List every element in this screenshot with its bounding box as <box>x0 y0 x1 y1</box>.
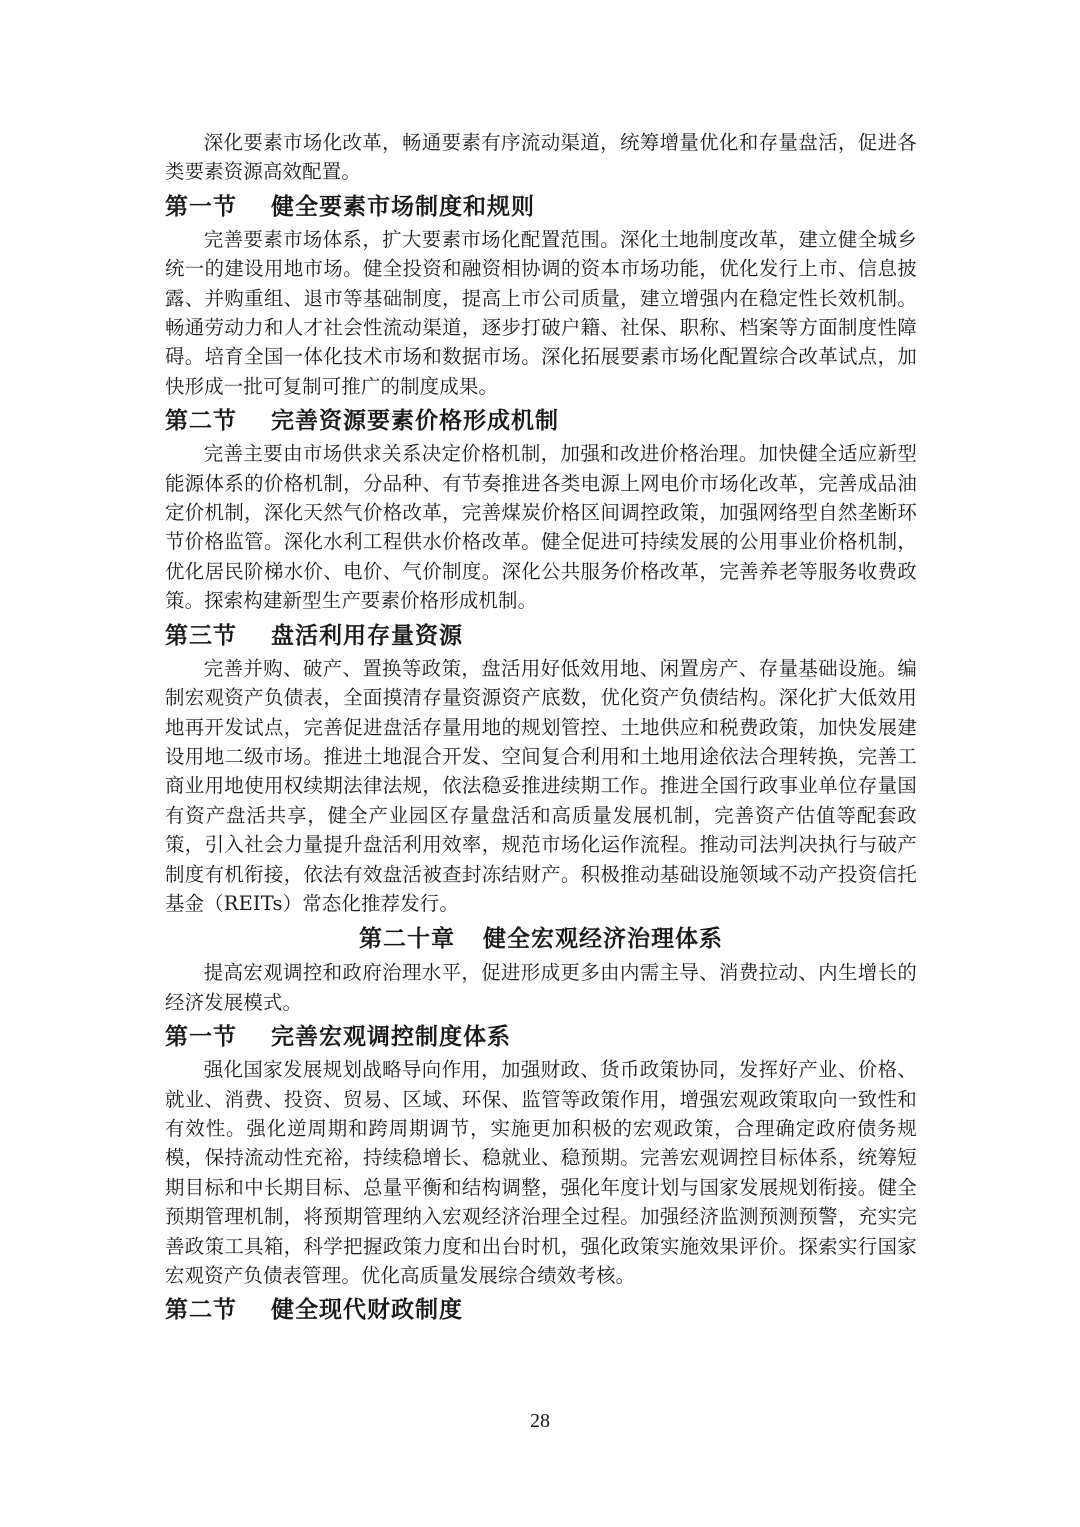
section-4-paragraph: 强化国家发展规划战略导向作用，加强财政、货币政策协同，发挥好产业、价格、就业、消费、投资、贸易、区域、环保、监管等政策作用，增强宏观政策取向一致性和有效性。强化逆周期和跨周期调节，实施更加积极的宏观政策，合理确定政府债务规模，保持流动性充裕，持续稳增长、稳就业、稳预期。完善宏观调控目标体系，统筹短期目标和中长期目标、总量平衡和结构调整，强化年度计划与国家发展规划衔接。健全预期管理机制，将预期管理纳入宏观经济治理全过程。加强经济监测预测预警，充实完善政策工具箱，科学把握政策力度和出台时机，强化政策实施效果评价。探索实行国家宏观资产负债表管理。优化高质量发展综合绩效考核。 <box>165 1058 917 1287</box>
section-1-paragraph: 完善要素市场体系，扩大要素市场化配置范围。深化土地制度改革，建立健全城乡统一的建设用地市场。健全投资和融资相协调的资本市场功能，优化发行上市、信息披露、并购重组、退市等基础制度，提高上市公司质量，建立增强内在稳定性长效机制。畅通劳动力和人才社会性流动渠道，逐步打破户籍、社保、职称、档案等方面制度性障碍。培育全国一体化技术市场和数据市场。深化拓展要素市场化配置综合改革试点，加快形成一批可复制可推广的制度成果。 <box>165 227 917 398</box>
section-number: 第一节 <box>165 193 237 220</box>
section-3-paragraph: 完善并购、破产、置换等政策，盘活用好低效用地、闲置房产、存量基础设施。编制宏观资产负债表，全面摸清存量资源资产底数，优化资产负债结构。深化扩大低效用地再开发试点，完善促进盘活存量用地的规划管控、土地供应和税费政策，加快发展建设用地二级市场。推进土地混合开发、空间复合利用和土地用途依法合理转换，完善工商业用地使用权续期法律法规，依法稳妥推进续期工作。推进全国行政事业单位存量国有资产盘活共享，健全产业园区存量盘活和高质量发展机制，完善资产估值等配套政策，引入社会力量提升盘活利用效率，规范市场化运作流程。推动司法判决执行与破产制度有机衔接，依法有效盘活被查封冻结财产。积极推动基础设施领域不动产投资信托基金（REITs）常态化推荐发行。 <box>165 656 917 915</box>
section-heading-2 <box>165 404 917 438</box>
intro-paragraph: 深化要素市场化改革，畅通要素有序流动渠道，统筹增量优化和存量盘活，促进各类要素资源高效配置。 <box>165 131 917 184</box>
section-heading-1 <box>165 190 917 224</box>
document-page <box>165 128 917 1328</box>
section-title: 盘活利用存量资源 <box>271 622 463 649</box>
chapter-title: 健全宏观经济治理体系 <box>483 926 723 953</box>
page-number: 28 <box>530 1410 550 1432</box>
section-number: 第三节 <box>165 622 237 649</box>
section-2-paragraph: 完善主要由市场供求关系决定价格机制，加强和改进价格治理。加快健全适应新型能源体系的价格机制，分品种、有节奏推进各类电源上网电价市场化改革，完善成品油定价机制，深化天然气价格改革，完善煤炭价格区间调控政策，加强网络型自然垄断环节价格监管。深化水利工程供水价格改革。健全促进可持续发展的公用事业价格机制，优化居民阶梯水价、电价、气价制度。深化公共服务价格改革，完善养老等服务收费政策。探索构建新型生产要素价格形成机制。 <box>165 442 917 613</box>
chapter-intro-paragraph: 提高宏观调控和政府治理水平，促进形成更多由内需主导、消费拉动、内生增长的经济发展模式。 <box>165 961 917 1014</box>
section-title: 完善资源要素价格形成机制 <box>271 408 559 435</box>
section-heading-3 <box>165 619 917 653</box>
section-heading-4 <box>165 1020 917 1054</box>
section-heading-5 <box>165 1293 917 1327</box>
chapter-heading <box>165 921 917 957</box>
section-number: 第二节 <box>165 1297 237 1324</box>
section-number: 第一节 <box>165 1024 237 1051</box>
section-title: 健全要素市场制度和规则 <box>271 193 535 220</box>
section-title: 健全现代财政制度 <box>271 1297 463 1324</box>
section-title: 完善宏观调控制度体系 <box>271 1024 511 1051</box>
chapter-number: 第二十章 <box>359 926 455 953</box>
section-number: 第二节 <box>165 408 237 435</box>
